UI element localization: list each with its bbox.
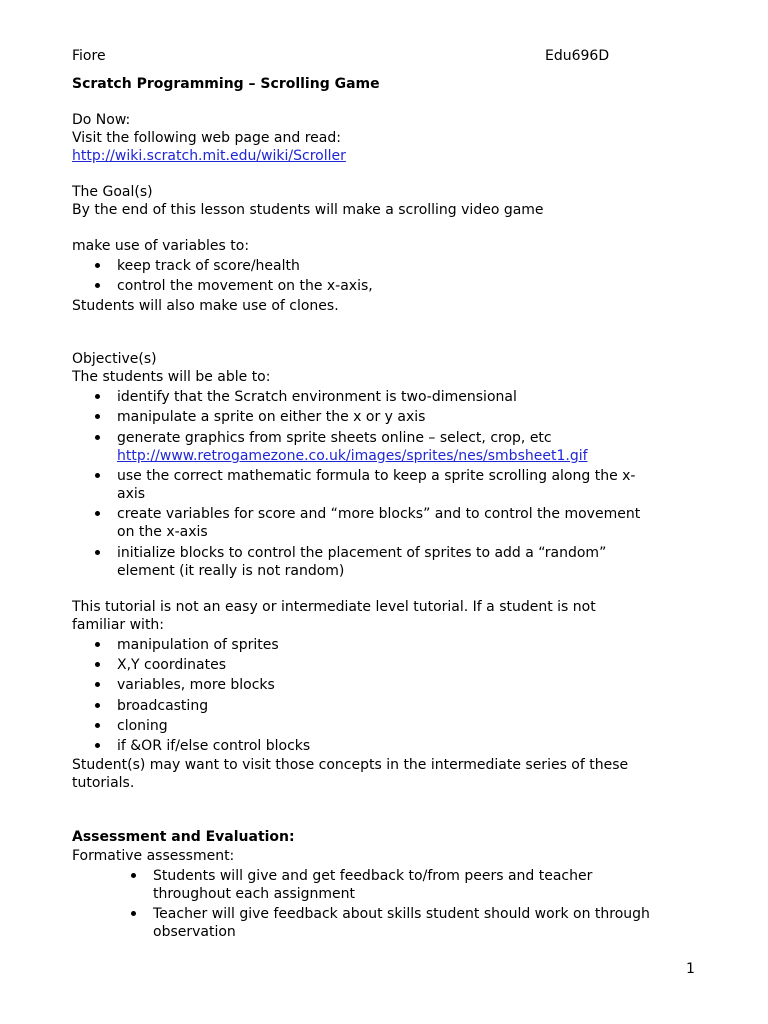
formative-label: Formative assessment:	[72, 848, 235, 864]
variables-intro: make use of variables to:	[72, 238, 250, 254]
do-now-heading: Do Now:	[72, 112, 131, 128]
objective-item: identify that the Scratch environment is two-dimensional	[117, 389, 517, 405]
list-item: keep track of score/health	[117, 258, 300, 274]
objectives-intro: The students will be able to:	[72, 369, 271, 385]
scroller-wiki-link[interactable]: http://wiki.scratch.mit.edu/wiki/Scroller	[72, 148, 346, 164]
goal-text: By the end of this lesson students will make a scrolling video game	[72, 202, 544, 218]
objective-item: create variables for score and “more blocks” and to control the movement	[117, 506, 641, 522]
objective-item: manipulate a sprite on either the x or y axis	[117, 409, 426, 425]
bullet-icon	[95, 414, 100, 419]
do-now-instruction: Visit the following web page and read:	[72, 130, 341, 146]
concepts-note: Student(s) may want to visit those concepts in the intermediate series of these	[72, 757, 629, 773]
bullet-icon	[95, 263, 100, 268]
bullet-icon	[95, 682, 100, 687]
objective-item: generate graphics from sprite sheets online – select, crop, etc	[117, 430, 552, 446]
bullet-icon	[95, 435, 100, 440]
assessment-item-continued: observation	[153, 924, 236, 940]
course-code: Edu696D	[545, 48, 610, 64]
assessment-item: Teacher will give feedback about skills student should work on through	[153, 906, 650, 922]
concepts-note-continued: tutorials.	[72, 775, 135, 791]
sprite-sheet-link[interactable]: http://www.retrogamezone.co.uk/images/sprites/nes/smbsheet1.gif	[117, 448, 588, 464]
bullet-icon	[95, 283, 100, 288]
bullet-icon	[95, 723, 100, 728]
objective-item-continued: on the x-axis	[117, 524, 208, 540]
prerequisite-item: X,Y coordinates	[117, 657, 227, 673]
objective-item: initialize blocks to control the placement of sprites to add a “random”	[117, 545, 607, 561]
bullet-icon	[95, 743, 100, 748]
objectives-heading: Objective(s)	[72, 351, 157, 367]
assessment-item: Students will give and get feedback to/from peers and teacher	[153, 868, 593, 884]
prerequisite-item: broadcasting	[117, 698, 209, 714]
assessment-heading: Assessment and Evaluation:	[72, 829, 295, 845]
goal-heading: The Goal(s)	[72, 184, 153, 200]
clones-note: Students will also make use of clones.	[72, 298, 339, 314]
prerequisite-item: variables, more blocks	[117, 677, 275, 693]
objective-item-continued: element (it really is not random)	[117, 563, 345, 579]
list-item: control the movement on the x-axis,	[117, 278, 373, 294]
bullet-icon	[95, 703, 100, 708]
bullet-icon	[95, 511, 100, 516]
tutorial-note: This tutorial is not an easy or intermediate level tutorial. If a student is not	[72, 599, 596, 615]
bullet-icon	[131, 911, 136, 916]
objective-item-continued: axis	[117, 486, 146, 502]
bullet-icon	[131, 873, 136, 878]
page-title: Scratch Programming – Scrolling Game	[72, 76, 380, 92]
bullet-icon	[95, 642, 100, 647]
objective-item: use the correct mathematic formula to keep a sprite scrolling along the x-	[117, 468, 636, 484]
prerequisite-item: if &OR if/else control blocks	[117, 738, 311, 754]
assessment-item-continued: throughout each assignment	[153, 886, 356, 902]
bullet-icon	[95, 550, 100, 555]
prerequisite-item: cloning	[117, 718, 168, 734]
author-name: Fiore	[72, 48, 106, 64]
tutorial-note-continued: familiar with:	[72, 617, 165, 633]
bullet-icon	[95, 473, 100, 478]
page-number: 1	[686, 961, 695, 977]
bullet-icon	[95, 662, 100, 667]
prerequisite-item: manipulation of sprites	[117, 637, 279, 653]
bullet-icon	[95, 394, 100, 399]
